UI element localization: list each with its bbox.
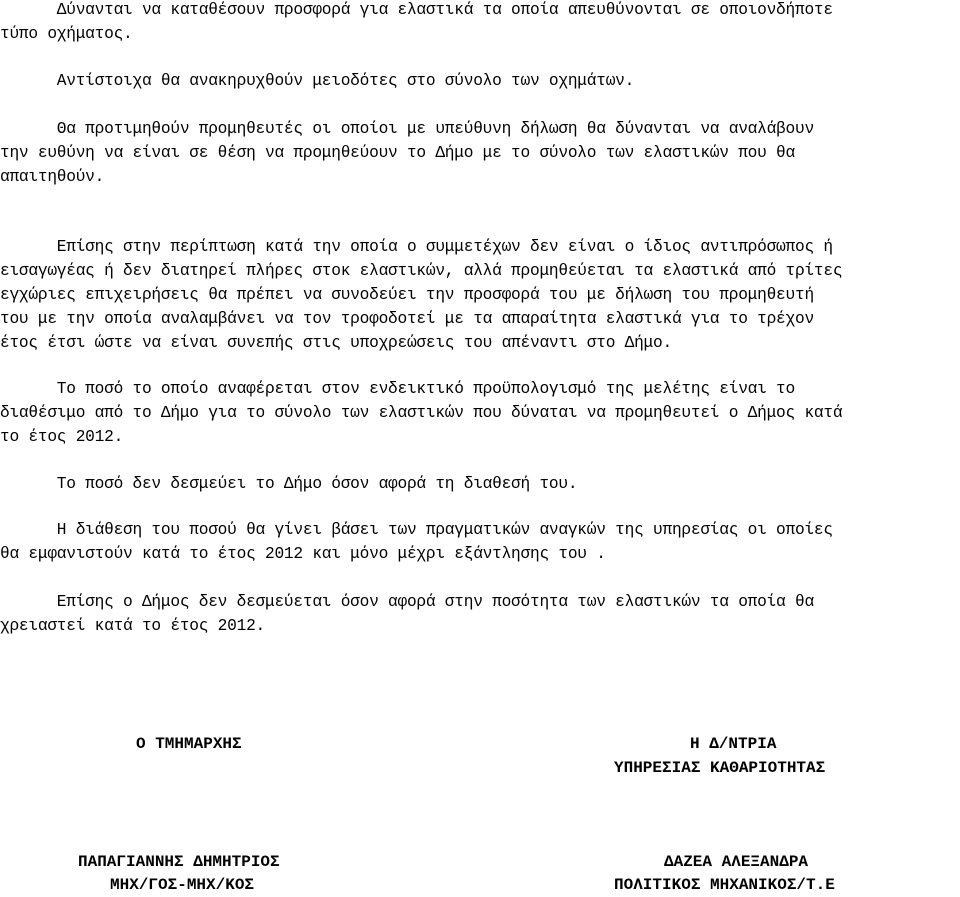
right-signature-position: ΠΟΛΙΤΙΚΟΣ ΜΗΧΑΝΙΚΟΣ/Τ.Ε	[614, 876, 835, 894]
right-signature-name: ΔΑΖΕΑ ΑΛΕΞΑΝΔΡΑ	[664, 853, 809, 871]
paragraph-7-line-2: θα εμφανιστούν κατά το έτος 2012 και μόνο μέχρι εξάντλησης του .	[0, 545, 606, 563]
paragraph-6-line-1: Το ποσό δεν δεσμεύει το Δήμο όσον αφορά τη διαθεσή του.	[0, 475, 578, 493]
paragraph-5-line-1: Το ποσό το οποίο αναφέρεται στον ενδεικτικό προϋπολογισμό της μελέτης είναι το	[0, 380, 795, 398]
paragraph-1-line-2: τύπο οχήματος.	[0, 25, 133, 43]
paragraph-4-line-4: του με την οποία αναλαμβάνει να τον τροφοδοτεί με τα απαραίτητα ελαστικά για το τρέχον	[0, 310, 814, 328]
paragraph-4-line-2: εισαγωγέας ή δεν διατηρεί πλήρες στοκ ελαστικών, αλλά προμηθεύεται τα ελαστικά από τρίτες	[0, 262, 843, 280]
left-signature-title: Ο ΤΜΗΜΑΡΧΗΣ	[136, 735, 242, 753]
paragraph-7-line-1: Η διάθεση του ποσού θα γίνει βάσει των πραγματικών αναγκών της υπηρεσίας οι οποίες	[0, 521, 833, 539]
paragraph-2-line-1: Αντίστοιχα θα ανακηρυχθούν μειοδότες στο σύνολο των οχημάτων.	[0, 72, 635, 90]
paragraph-4-line-1: Επίσης στην περίπτωση κατά την οποία ο συμμετέχων δεν είναι ο ίδιος αντιπρόσωπος ή	[0, 238, 833, 256]
left-signature-position: ΜΗΧ/ΓΟΣ-ΜΗΧ/ΚΟΣ	[110, 876, 255, 894]
paragraph-8-line-1: Επίσης ο Δήμος δεν δεσμεύεται όσον αφορά στην ποσότητα των ελαστικών τα οποία θα	[0, 593, 814, 611]
paragraph-4-line-5: έτος έτσι ώστε να είναι συνεπής στις υποχρεώσεις του απέναντι στο Δήμο.	[0, 334, 672, 352]
right-signature-title-line-1: Η Δ/ΝΤΡΙΑ	[690, 735, 777, 753]
paragraph-3-line-2: την ευθύνη να είναι σε θέση να προμηθεύουν το Δήμο με το σύνολο των ελαστικών που θα	[0, 144, 795, 162]
paragraph-4-line-3: εγχώριες επιχειρήσεις θα πρέπει να συνοδεύει την προσφορά του με δήλωση του προμηθευτή	[0, 286, 814, 304]
paragraph-8-line-2: χρειαστεί κατά το έτος 2012.	[0, 617, 265, 635]
paragraph-1-line-1: Δύνανται να καταθέσουν προσφορά για ελαστικά τα οποία απευθύνονται σε οποιονδήποτε	[0, 1, 833, 19]
paragraph-3-line-3: απαιτηθούν.	[0, 168, 105, 186]
paragraph-3-line-1: Θα προτιμηθούν προμηθευτές οι οποίοι με υπεύθυνη δήλωση θα δύνανται να αναλάβουν	[0, 120, 814, 138]
right-signature-title-line-2: ΥΠΗΡΕΣΙΑΣ ΚΑΘΑΡΙΟΤΗΤΑΣ	[614, 759, 826, 777]
paragraph-5-line-3: το έτος 2012.	[0, 428, 124, 446]
left-signature-name: ΠΑΠΑΓΙΑΝΝΗΣ ΔΗΜΗΤΡΙΟΣ	[78, 853, 280, 871]
paragraph-5-line-2: διαθέσιμο από το Δήμο για το σύνολο των ελαστικών που δύναται να προμηθευτεί ο Δήμος κατά	[0, 404, 843, 422]
